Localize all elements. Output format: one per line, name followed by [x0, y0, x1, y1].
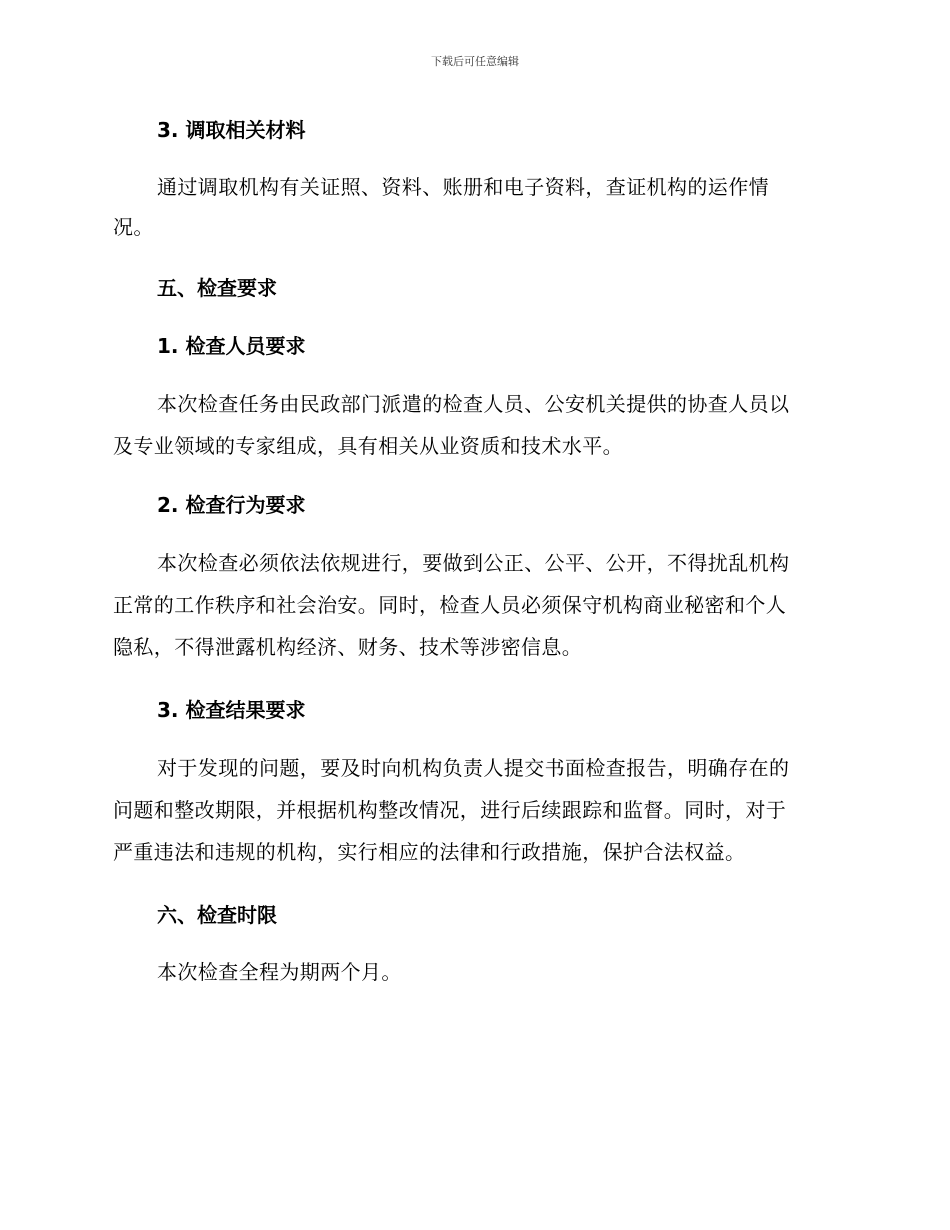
- section-heading: 3. 检查结果要求: [157, 698, 306, 722]
- paragraph-line: 严重违法和违规的机构，实行相应的法律和行政措施，保护合法权益。: [113, 840, 746, 864]
- section-heading: 2. 检查行为要求: [157, 493, 306, 517]
- paragraph-line: 及专业领域的专家组成，具有相关从业资质和技术水平。: [113, 434, 623, 458]
- paragraph: [113, 166, 835, 248]
- paragraph-line: 本次检查任务由民政部门派遣的检查人员、公安机关提供的协查人员以: [157, 392, 790, 416]
- paragraph-line: 本次检查必须依法依规进行，要做到公正、公平、公开，不得扰乱机构: [157, 551, 790, 575]
- paragraph-line: 通过调取机构有关证照、资料、账册和电子资料，查证机构的运作情: [157, 175, 769, 199]
- paragraph-line: 隐私，不得泄露机构经济、财务、技术等涉密信息。: [113, 635, 583, 659]
- section-heading: 六、检查时限: [157, 903, 277, 927]
- paragraph-line: 问题和整改期限，并根据机构整改情况，进行后续跟踪和监督。同时，对于: [113, 798, 787, 822]
- section-heading: 五、检查要求: [157, 276, 277, 300]
- section-heading: 1. 检查人员要求: [157, 334, 306, 358]
- paragraph: [113, 383, 835, 467]
- paragraph-line: 况。: [113, 215, 154, 239]
- paragraph-line: 对于发现的问题，要及时向机构负责人提交书面检查报告，明确存在的: [157, 756, 790, 780]
- section-heading: 3. 调取相关材料: [157, 118, 306, 142]
- page-header: 下载后可任意编辑: [431, 55, 519, 68]
- paragraph: [113, 542, 835, 668]
- paragraph-line: 正常的工作秩序和社会治安。同时，检查人员必须保守机构商业秘密和个人: [113, 593, 787, 617]
- paragraph: [113, 951, 835, 993]
- paragraph-line: 本次检查全程为期两个月。: [157, 960, 402, 984]
- paragraph: [113, 747, 835, 873]
